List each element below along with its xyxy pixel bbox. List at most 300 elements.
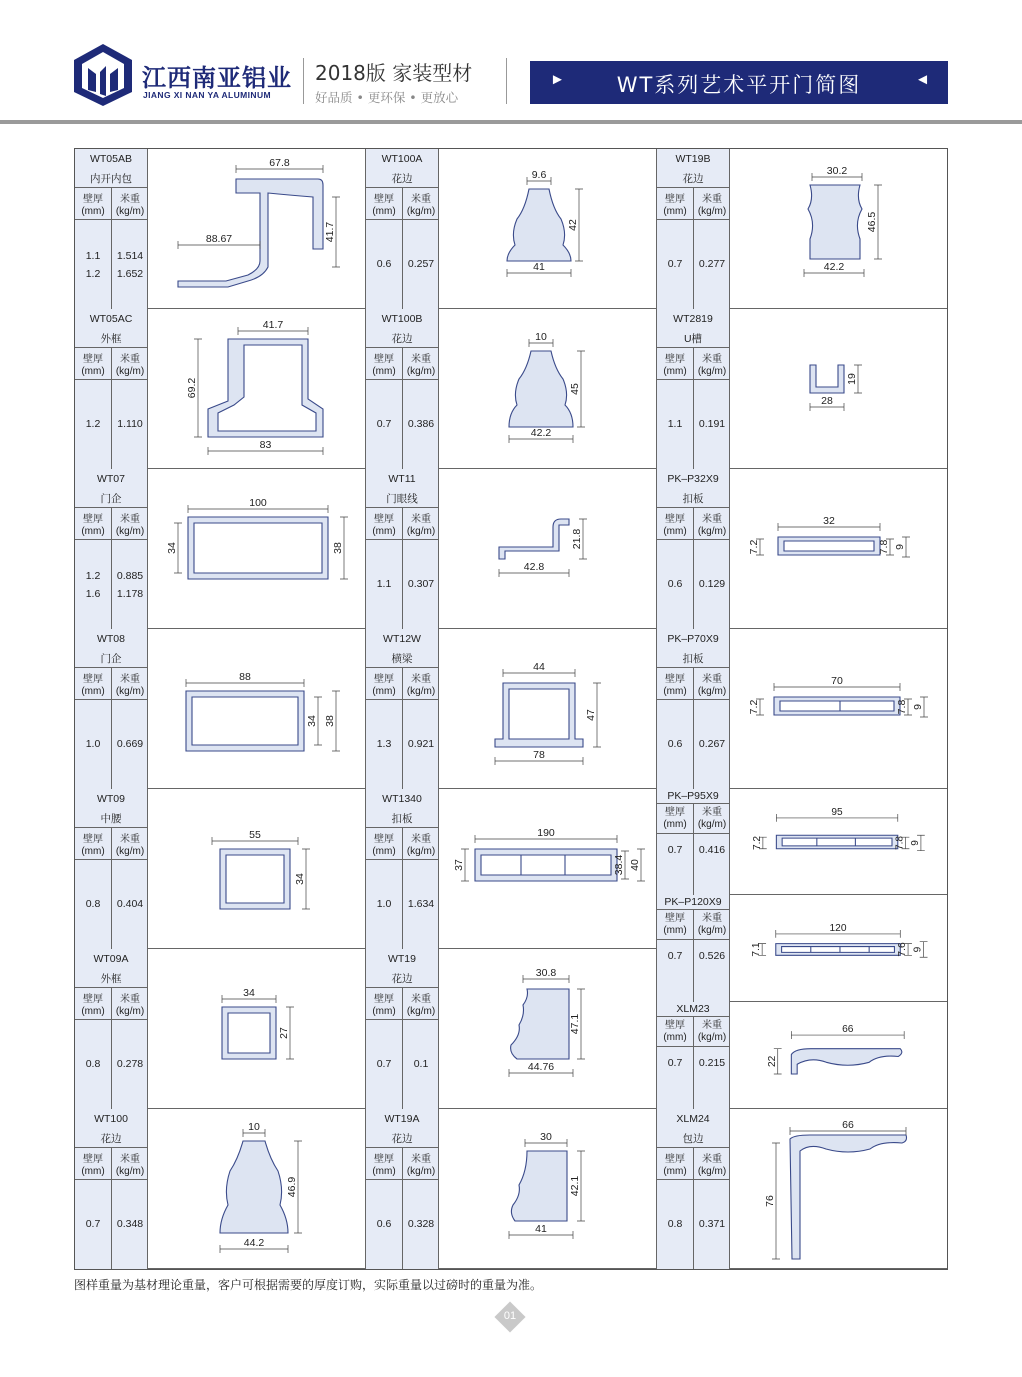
profile-shape: [776, 835, 897, 848]
dimension-label: 9: [910, 840, 922, 846]
weight-values: 0.129: [698, 578, 726, 590]
profile-info: [366, 949, 439, 1109]
profile-code: WT19B: [675, 153, 711, 165]
profile-cell: [366, 949, 657, 1109]
profile-code: WT08: [96, 633, 125, 645]
profile-drawing: [148, 789, 366, 949]
profile-cross-section: [730, 309, 948, 469]
profile-code: WT19A: [384, 1113, 420, 1125]
profile-code: PK–P32X9: [667, 473, 719, 485]
weight-values: 0.885 1.178: [116, 570, 144, 600]
profile-drawing: [730, 629, 948, 789]
brand-name-en: JIANG XI NAN YA ALUMINUM: [143, 90, 271, 100]
thickness-values: 1.1: [667, 418, 683, 430]
thickness-header: 壁厚 (mm): [663, 1154, 687, 1177]
profile-name: 中腰: [100, 813, 122, 825]
weight-header: 米重 (kg/m): [697, 514, 727, 537]
profile-cell: [657, 469, 947, 629]
header-divider: [303, 58, 304, 104]
profile-cell: [657, 149, 947, 309]
weight-header: 米重 (kg/m): [115, 354, 145, 377]
thickness-header: 壁厚 (mm): [663, 913, 687, 936]
thickness-header: 壁厚 (mm): [663, 674, 687, 697]
weight-values: 0.416: [698, 844, 726, 856]
profile-shape: [791, 1049, 902, 1074]
thickness-header: 壁厚 (mm): [372, 674, 396, 697]
profile-name: U槽: [683, 333, 703, 345]
profile-drawing: [148, 309, 366, 469]
thickness-values: 0.7: [85, 1218, 101, 1230]
profile-cell: [657, 1109, 947, 1269]
profile-info: [657, 1002, 730, 1109]
profile-code: WT1340: [382, 793, 422, 805]
thickness-header: 壁厚 (mm): [372, 994, 396, 1017]
thickness-header: 壁厚 (mm): [372, 834, 396, 857]
profile-info: [657, 1109, 730, 1269]
profile-drawing: [439, 1109, 657, 1269]
dimension-label: 30.2: [826, 165, 848, 177]
thickness-values: 0.6: [667, 578, 683, 590]
dimension-label: 34: [306, 715, 318, 727]
thickness-header: 壁厚 (mm): [372, 194, 396, 217]
profile-shape: [178, 179, 323, 287]
profile-drawing: [148, 629, 366, 789]
section-banner: [530, 61, 948, 104]
dimension-label: 42.8: [523, 561, 545, 573]
thickness-values: 1.2 1.6: [85, 570, 101, 600]
profile-drawing: [439, 949, 657, 1109]
weight-values: 0.386: [407, 418, 435, 430]
weight-values: 0.328: [407, 1218, 435, 1230]
page-number: 01: [495, 1302, 525, 1332]
thickness-values: 1.1 1.2: [85, 250, 101, 280]
profile-drawing: [439, 149, 657, 309]
header-divider: [506, 58, 507, 104]
dimension-label: 10: [248, 1121, 260, 1133]
thickness-header: 壁厚 (mm): [81, 514, 105, 537]
thickness-values: 1.2: [85, 418, 101, 430]
dimension-label: 7.1: [751, 942, 763, 957]
profile-name: 花边: [391, 1133, 413, 1145]
profile-code: WT19: [387, 953, 416, 965]
profile-shape: [222, 1007, 276, 1059]
weight-values: 0.267: [698, 738, 726, 750]
dimension-label: 46.9: [286, 1176, 298, 1198]
profile-cross-section: [730, 1002, 948, 1109]
profile-name: 外框: [100, 333, 122, 345]
dimension-label: 76: [764, 1195, 776, 1207]
profile-shape: [499, 519, 569, 559]
dimension-label: 44: [533, 661, 545, 673]
profile-cell: [366, 149, 657, 309]
dimension-label: 78: [533, 749, 545, 761]
profile-cell: [366, 469, 657, 629]
profile-code: WT05AB: [89, 153, 132, 165]
thickness-values: 1.3: [376, 738, 392, 750]
profile-name: 门企: [100, 653, 122, 665]
dimension-label: 42.2: [823, 261, 845, 273]
profile-info: [657, 309, 730, 469]
company-logo-icon: [72, 42, 134, 108]
thickness-values: 0.7: [376, 1058, 392, 1070]
profile-shape: [475, 849, 617, 881]
profile-drawing: [148, 149, 366, 309]
profile-cross-section: [148, 789, 366, 949]
profile-code: WT2819: [673, 313, 713, 325]
profile-name: 门眼线: [386, 493, 418, 505]
thickness-header: 壁厚 (mm): [663, 1020, 687, 1043]
weight-header: 米重 (kg/m): [115, 674, 145, 697]
weight-header: 米重 (kg/m): [115, 994, 145, 1017]
profile-drawing: [730, 1109, 948, 1269]
profile-drawing: [730, 309, 948, 469]
thickness-header: 壁厚 (mm): [372, 354, 396, 377]
dimension-label: 41: [533, 261, 545, 273]
profile-shape: [208, 339, 323, 437]
profile-name: 花边: [391, 973, 413, 985]
profile-cell: [75, 149, 366, 309]
profile-name: 扣板: [391, 813, 413, 825]
dimension-label: 47.1: [569, 1013, 581, 1035]
profile-shape: [808, 185, 862, 259]
thickness-header: 壁厚 (mm): [81, 1154, 105, 1177]
profile-cross-section: [148, 149, 366, 309]
dimension-label: 69.2: [186, 377, 198, 399]
profile-cross-section: [439, 309, 657, 469]
profile-cross-section: [439, 789, 657, 949]
weight-values: 0.191: [698, 418, 726, 430]
profile-cross-section: [730, 1109, 948, 1269]
weight-header: 米重 (kg/m): [115, 194, 145, 217]
dimension-label: 30: [540, 1131, 552, 1143]
profile-drawing: [439, 629, 657, 789]
thickness-values: 0.8: [85, 898, 101, 910]
weight-header: 米重 (kg/m): [697, 1020, 727, 1043]
profile-cell: [657, 895, 947, 1002]
profile-code: WT11: [388, 473, 416, 485]
dimension-label: 34: [166, 542, 178, 554]
dimension-label: 70: [831, 675, 843, 687]
profile-cross-section: [730, 149, 948, 309]
weight-header: 米重 (kg/m): [406, 994, 436, 1017]
thickness-values: 0.6: [376, 1218, 392, 1230]
thickness-values: 0.7: [667, 1057, 683, 1069]
profile-cell: [657, 1002, 947, 1109]
dimension-label: 7.8: [878, 539, 890, 555]
dimension-label: 22: [766, 1055, 778, 1068]
dimension-label: 40: [629, 859, 641, 871]
profile-drawing: [148, 1109, 366, 1269]
profile-code: WT09: [96, 793, 125, 805]
profile-cross-section: [148, 629, 366, 789]
profile-info: [75, 469, 148, 629]
weight-values: 1.514 1.652: [116, 250, 144, 280]
profile-cell: [75, 469, 366, 629]
profile-code: XLM24: [676, 1113, 710, 1125]
profile-cell: [75, 789, 366, 949]
dimension-label: 9: [894, 544, 906, 550]
weight-header: 米重 (kg/m): [697, 194, 727, 217]
dimension-label: 42.1: [569, 1175, 581, 1197]
weight-values: 1.634: [407, 898, 435, 910]
profile-drawing: [148, 949, 366, 1109]
weight-values: 0.669: [116, 738, 144, 750]
profile-shape: [220, 1141, 288, 1233]
weight-values: 0.307: [407, 578, 435, 590]
profile-cross-section: [730, 629, 948, 789]
profile-name: 花边: [391, 173, 413, 185]
profile-shape: [220, 849, 290, 909]
thickness-header: 壁厚 (mm): [663, 354, 687, 377]
weight-header: 米重 (kg/m): [115, 834, 145, 857]
profile-info: [75, 149, 148, 309]
dimension-label: 38: [324, 715, 336, 727]
profile-drawing: [148, 469, 366, 629]
profile-shape: [790, 1135, 907, 1259]
profile-cell: [657, 789, 947, 895]
profile-name: 花边: [391, 333, 413, 345]
profile-drawing: [730, 469, 948, 629]
weight-header: 米重 (kg/m): [406, 354, 436, 377]
dimension-label: 47: [585, 709, 597, 721]
profile-cell: [366, 789, 657, 949]
profile-cell: [75, 309, 366, 469]
weight-header: 米重 (kg/m): [697, 674, 727, 697]
profile-drawing: [439, 469, 657, 629]
profile-info: [366, 469, 439, 629]
thickness-values: 0.6: [667, 738, 683, 750]
thickness-header: 壁厚 (mm): [81, 994, 105, 1017]
profile-name: 内开内包: [90, 173, 132, 185]
dimension-label: 9.6: [531, 169, 547, 181]
dimension-label: 7.8: [894, 835, 906, 850]
thickness-values: 0.8: [667, 1218, 683, 1230]
dimension-label: 66: [842, 1024, 854, 1036]
dimension-label: 34: [294, 873, 306, 885]
profile-cell: [75, 949, 366, 1109]
thickness-header: 壁厚 (mm): [663, 807, 687, 830]
thickness-header: 壁厚 (mm): [81, 194, 105, 217]
dimension-label: 120: [829, 922, 847, 934]
profile-drawing: [730, 789, 948, 895]
dimension-label: 55: [249, 829, 261, 841]
dimension-label: 34: [243, 987, 255, 999]
profile-name: 花边: [100, 1133, 122, 1145]
weight-header: 米重 (kg/m): [406, 1154, 436, 1177]
profile-name: 扣板: [682, 653, 704, 665]
profile-shape: [188, 517, 328, 579]
dimension-label: 7.2: [751, 835, 763, 850]
profile-info: [366, 309, 439, 469]
profile-code: WT100: [94, 1113, 128, 1125]
profile-info: [366, 1109, 439, 1269]
weight-values: 0.1: [413, 1058, 429, 1070]
profile-info: [75, 1109, 148, 1269]
dimension-label: 9: [912, 704, 924, 710]
profile-drawing: [439, 309, 657, 469]
page-header: [0, 0, 1022, 124]
dimension-label: 41.7: [324, 221, 336, 243]
dimension-label: 44.76: [527, 1061, 555, 1073]
weight-values: 0.215: [698, 1057, 726, 1069]
thickness-values: 0.7: [376, 418, 392, 430]
profile-shape: [810, 365, 844, 393]
profile-shape: [778, 537, 880, 555]
profile-info: [657, 469, 730, 629]
profile-name: 横梁: [391, 653, 413, 665]
dimension-label: 38.4: [613, 854, 625, 876]
profile-info: [657, 895, 730, 1002]
thickness-values: 0.8: [85, 1058, 101, 1070]
dimension-label: 67.8: [269, 157, 290, 169]
weight-header: 米重 (kg/m): [697, 354, 727, 377]
thickness-values: 1.0: [85, 738, 101, 750]
dimension-label: 83: [259, 439, 272, 451]
profile-cross-section: [730, 789, 948, 895]
banner-title: WT系列艺术平开门简图: [616, 73, 862, 97]
weight-values: 0.348: [116, 1218, 144, 1230]
profile-cross-section: [730, 469, 948, 629]
dimension-label: 88.67: [205, 233, 233, 245]
thickness-header: 壁厚 (mm): [81, 674, 105, 697]
dimension-label: 28: [821, 395, 833, 407]
profile-name: 门企: [100, 493, 122, 505]
weight-values: 1.110: [117, 418, 143, 430]
dimension-label: 95: [831, 807, 843, 819]
profile-cell: [366, 309, 657, 469]
profile-info: [366, 629, 439, 789]
dimension-label: 32: [823, 515, 835, 527]
profile-info: [75, 309, 148, 469]
profile-shape: [511, 989, 569, 1059]
profile-info: [366, 149, 439, 309]
dimension-label: 7.6: [897, 942, 909, 957]
weight-header: 米重 (kg/m): [406, 674, 436, 697]
thickness-header: 壁厚 (mm): [81, 354, 105, 377]
profile-code: PK–P95X9: [667, 790, 719, 802]
thickness-values: 0.6: [376, 258, 392, 270]
dimension-label: 37: [453, 859, 465, 871]
dimension-label: 88: [239, 671, 251, 683]
dimension-label: 42.2: [530, 427, 552, 439]
weight-header: 米重 (kg/m): [697, 913, 727, 936]
weight-values: 0.257: [407, 258, 435, 270]
thickness-header: 壁厚 (mm): [81, 834, 105, 857]
weight-values: 0.277: [698, 258, 726, 270]
profile-info: [657, 149, 730, 309]
weight-header: 米重 (kg/m): [406, 514, 436, 537]
profile-code: WT100B: [381, 313, 423, 325]
dimension-label: 19: [846, 373, 858, 385]
profile-code: WT100A: [381, 153, 423, 165]
dimension-label: 46.5: [866, 211, 878, 233]
profile-info: [657, 629, 730, 789]
profile-cross-section: [148, 949, 366, 1109]
weight-header: 米重 (kg/m): [697, 1154, 727, 1177]
profile-code: PK–P120X9: [664, 896, 722, 908]
profile-code: WT12W: [383, 633, 421, 645]
profile-cell: [657, 629, 947, 789]
profile-code: WT07: [96, 473, 125, 485]
weight-header: 米重 (kg/m): [697, 807, 727, 830]
dimension-label: 38: [332, 542, 344, 554]
dimension-label: 66: [842, 1119, 854, 1131]
weight-values: 0.526: [698, 950, 726, 962]
dimension-label: 9: [912, 946, 924, 953]
dimension-label: 41.7: [262, 319, 284, 331]
thickness-values: 1.1: [376, 578, 392, 590]
profile-cross-section: [148, 469, 366, 629]
profile-code: WT09A: [93, 953, 129, 965]
thickness-values: 0.7: [667, 950, 683, 962]
profile-cross-section: [439, 149, 657, 309]
profile-shape: [509, 351, 573, 427]
profile-cell: [366, 629, 657, 789]
profile-drawing: [730, 1002, 948, 1109]
profile-cross-section: [148, 309, 366, 469]
profile-shape: [495, 683, 583, 747]
thickness-values: 1.0: [376, 898, 392, 910]
profile-code: PK–P70X9: [667, 633, 719, 645]
profile-shape: [507, 189, 571, 261]
profile-info: [75, 629, 148, 789]
thickness-values: 0.7: [667, 844, 683, 856]
profile-drawing: [730, 895, 948, 1002]
profile-cell: [75, 629, 366, 789]
dimension-label: 100: [249, 497, 267, 509]
profile-cross-section: [730, 895, 948, 1002]
profile-cross-section: [439, 949, 657, 1109]
profile-code: WT05AC: [89, 313, 133, 325]
catalog-edition: 2018版 家装型材: [315, 61, 473, 85]
dimension-label: 7.8: [896, 699, 908, 715]
profile-name: 花边: [682, 173, 704, 185]
thickness-header: 壁厚 (mm): [663, 194, 687, 217]
weight-header: 米重 (kg/m): [115, 1154, 145, 1177]
profile-grid: [74, 148, 948, 1270]
profile-info: [657, 789, 730, 895]
profile-shape: [511, 1151, 567, 1221]
weight-values: 0.278: [116, 1058, 144, 1070]
thickness-header: 壁厚 (mm): [372, 514, 396, 537]
profile-cell: [75, 1109, 366, 1269]
arrow-right-icon: ►: [550, 71, 565, 88]
brand-name-cn: 江西南亚铝业: [142, 64, 292, 92]
dimension-label: 10: [535, 331, 547, 343]
profile-name: 包边: [682, 1133, 704, 1145]
profile-cross-section: [439, 1109, 657, 1269]
profile-cross-section: [439, 469, 657, 629]
dimension-label: 7.2: [748, 539, 760, 555]
dimension-label: 21.8: [571, 528, 583, 550]
dimension-label: 7.2: [748, 699, 760, 715]
weight-values: 0.404: [116, 898, 144, 910]
profile-info: [366, 789, 439, 949]
slogan: 好品质 • 更环保 • 更放心: [315, 90, 459, 105]
profile-info: [75, 949, 148, 1109]
dimension-label: 44.2: [243, 1237, 265, 1249]
arrow-left-icon: ◄: [915, 71, 930, 88]
dimension-label: 42: [567, 219, 579, 231]
weight-header: 米重 (kg/m): [115, 514, 145, 537]
weight-values: 0.371: [698, 1218, 726, 1230]
weight-values: 0.921: [407, 738, 435, 750]
profile-drawing: [439, 789, 657, 949]
footnote: 图样重量为基材理论重量，客户可根据需要的厚度订购，实际重量以过磅时的重量为准。: [74, 1278, 543, 1292]
dimension-label: 190: [537, 827, 555, 839]
profile-cell: [366, 1109, 657, 1269]
profile-info: [75, 789, 148, 949]
